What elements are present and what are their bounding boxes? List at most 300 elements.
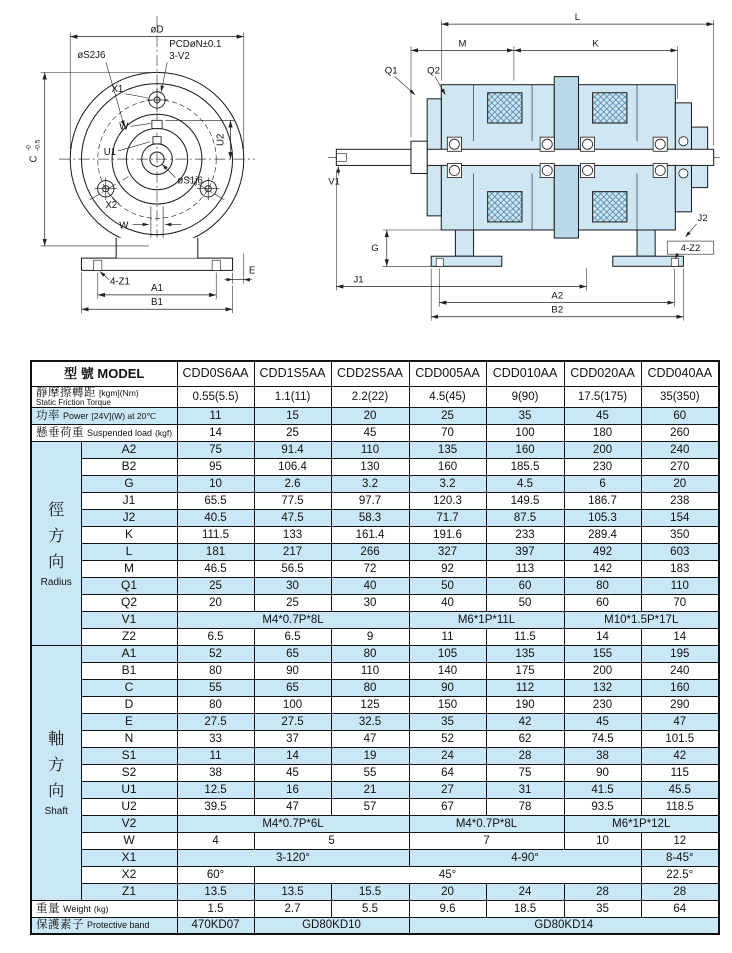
value-cell: 67 (409, 798, 486, 815)
value-cell: 30 (331, 594, 409, 611)
spec-row-S1 (31, 747, 719, 764)
dim-label-u2: U2 (215, 133, 227, 146)
value-cell: 190 (486, 696, 564, 713)
value-cell: 14 (177, 424, 254, 441)
spec-row-suspended-load (31, 424, 719, 441)
value-cell: 24 (409, 747, 486, 764)
dim-label-q2: Q2 (427, 65, 440, 77)
spec-row-L (31, 543, 719, 560)
value-cell: 135 (409, 441, 486, 458)
value-cell: 160 (486, 441, 564, 458)
value-cell: 217 (254, 543, 331, 560)
dim-label-cell-G: G (81, 475, 177, 492)
value-cell: 97.7 (331, 492, 409, 509)
value-cell: 9(90) (486, 386, 564, 407)
dim-label-cell-Z1: Z1 (81, 883, 177, 900)
value-cell: 35(350) (641, 386, 719, 407)
dim-label-cell-X2: X2 (81, 866, 177, 883)
value-cell: 50 (409, 577, 486, 594)
value-cell: 39.5 (177, 798, 254, 815)
value-cell: 603 (641, 543, 719, 560)
value-cell: 113 (486, 560, 564, 577)
value-cell: 260 (641, 424, 719, 441)
dim-label-cell-C: C (81, 679, 177, 696)
value-cell: 52 (177, 645, 254, 662)
value-cell: 62 (486, 730, 564, 747)
value-cell: 30 (254, 577, 331, 594)
value-cell: 142 (564, 560, 641, 577)
dim-label-cell-L: L (81, 543, 177, 560)
value-cell: 7 (409, 832, 564, 849)
spec-row-Q2 (31, 594, 719, 611)
dim-label-x1: X1 (111, 83, 124, 95)
value-cell: 397 (486, 543, 564, 560)
value-cell: 38 (564, 747, 641, 764)
value-cell: 65 (254, 645, 331, 662)
value-cell: 240 (641, 662, 719, 679)
value-cell: 42 (486, 713, 564, 730)
value-cell: 71.7 (409, 509, 486, 526)
value-cell: 130 (331, 458, 409, 475)
spec-row-E (31, 713, 719, 730)
spec-row-A2 (31, 441, 719, 458)
model-column-header: CDD2S5AA (331, 361, 409, 386)
dim-label-pcd: PCDøN±0.1 (169, 38, 222, 50)
dim-label-cell-Z2: Z2 (81, 628, 177, 645)
value-cell: 14 (564, 628, 641, 645)
value-cell: 75 (177, 441, 254, 458)
value-cell: 35 (486, 407, 564, 424)
value-cell: 60 (486, 577, 564, 594)
value-cell: 492 (564, 543, 641, 560)
value-cell: 180 (564, 424, 641, 441)
value-cell: 110 (641, 577, 719, 594)
value-cell: 0.55(5.5) (177, 386, 254, 407)
value-cell: 47 (254, 798, 331, 815)
value-cell: 45.5 (641, 781, 719, 798)
technical-drawings (0, 4, 732, 356)
value-cell: 125 (331, 696, 409, 713)
model-column-header: CDD010AA (486, 361, 564, 386)
value-cell: 28 (641, 883, 719, 900)
dim-label-a1: A1 (151, 282, 163, 294)
value-cell: 45 (564, 407, 641, 424)
spec-row-X1 (31, 849, 719, 866)
value-cell: 6.5 (177, 628, 254, 645)
value-cell: 115 (641, 764, 719, 781)
value-cell: 133 (254, 526, 331, 543)
value-cell: 100 (486, 424, 564, 441)
model-column-header: CDD040AA (641, 361, 719, 386)
spec-row-G (31, 475, 719, 492)
value-cell: 25 (409, 407, 486, 424)
value-cell: 22.5° (641, 866, 719, 883)
value-cell: 350 (641, 526, 719, 543)
value-cell: 4.5(45) (409, 386, 486, 407)
value-cell: 111.5 (177, 526, 254, 543)
value-cell: 15.5 (331, 883, 409, 900)
value-cell: 289.4 (564, 526, 641, 543)
value-cell: 27.5 (254, 713, 331, 730)
value-cell: 33 (177, 730, 254, 747)
value-cell: 185.5 (486, 458, 564, 475)
value-cell: 19 (331, 747, 409, 764)
value-cell: 45 (254, 764, 331, 781)
spec-row-C (31, 679, 719, 696)
value-cell: M4*0.7P*8L (177, 611, 409, 628)
dim-label-cell-J1: J1 (81, 492, 177, 509)
dim-label-cell-K: K (81, 526, 177, 543)
value-cell: 28 (486, 747, 564, 764)
spec-row-D (31, 696, 719, 713)
value-cell: 238 (641, 492, 719, 509)
spec-row-A1 (31, 645, 719, 662)
spec-row-V2 (31, 815, 719, 832)
value-cell: 200 (564, 441, 641, 458)
dim-label-q1: Q1 (384, 65, 398, 77)
value-cell: 21 (331, 781, 409, 798)
value-cell: 32.5 (331, 713, 409, 730)
value-cell: 175 (486, 662, 564, 679)
row-label-suspended-load: 懸垂荷重 Suspended load (kgf) (31, 424, 177, 441)
value-cell: 1.5 (177, 900, 254, 917)
value-cell: 80 (177, 662, 254, 679)
value-cell: 100 (254, 696, 331, 713)
value-cell: 1.1(11) (254, 386, 331, 407)
spec-row-Z1 (31, 883, 719, 900)
value-cell: 15 (254, 407, 331, 424)
value-cell: 25 (254, 594, 331, 611)
value-cell: 4 (177, 832, 254, 849)
value-cell: 37 (254, 730, 331, 747)
spec-row-Z2 (31, 628, 719, 645)
value-cell: 70 (409, 424, 486, 441)
value-cell: 31 (486, 781, 564, 798)
dim-label-b1: B1 (151, 297, 163, 309)
value-cell: 101.5 (641, 730, 719, 747)
value-cell: 58.3 (331, 509, 409, 526)
value-cell: 87.5 (486, 509, 564, 526)
value-cell: 230 (564, 458, 641, 475)
value-cell: 200 (564, 662, 641, 679)
value-cell: 27 (409, 781, 486, 798)
value-cell: 28 (564, 883, 641, 900)
value-cell: 74.5 (564, 730, 641, 747)
value-cell: 230 (564, 696, 641, 713)
dim-label-a2: A2 (551, 290, 564, 302)
dim-label-w-top: W (119, 121, 129, 133)
value-cell: 10 (564, 832, 641, 849)
spec-row-weight (31, 900, 719, 917)
value-cell: 47 (641, 713, 719, 730)
value-cell: 270 (641, 458, 719, 475)
dim-label-cell-M: M (81, 560, 177, 577)
dim-label-l: L (574, 12, 581, 24)
row-label-power: 功率 Power [24V](W) at 20℃ (31, 407, 177, 424)
value-cell: 78 (486, 798, 564, 815)
value-cell: 25 (177, 577, 254, 594)
value-cell: 2.6 (254, 475, 331, 492)
value-cell: 20 (177, 594, 254, 611)
value-cell: 41.5 (564, 781, 641, 798)
group-label-shaft: 軸 方 向 Shaft (31, 645, 81, 900)
dim-label-e: E (248, 265, 256, 277)
dim-label-cell-N: N (81, 730, 177, 747)
value-cell: 60 (564, 594, 641, 611)
dim-label-j1: J1 (353, 274, 364, 286)
value-cell: 5.5 (331, 900, 409, 917)
dim-label-z2-slots: 4-Z2 (680, 243, 701, 255)
value-cell: 13.5 (177, 883, 254, 900)
value-cell: 45 (331, 424, 409, 441)
dim-label-c: C (28, 155, 40, 163)
value-cell: 35 (564, 900, 641, 917)
value-cell: 11 (177, 407, 254, 424)
value-cell: 80 (331, 679, 409, 696)
spec-row-static-friction-torque (31, 386, 719, 407)
value-cell: 186.7 (564, 492, 641, 509)
value-cell: 3.2 (409, 475, 486, 492)
model-column-header: CDD005AA (409, 361, 486, 386)
value-cell: 25 (254, 424, 331, 441)
value-cell: 40.5 (177, 509, 254, 526)
spec-table (30, 360, 720, 935)
dim-label-cell-S1: S1 (81, 747, 177, 764)
dim-label-od: øD (150, 24, 164, 36)
spec-row-S2 (31, 764, 719, 781)
spec-row-protective-band (31, 917, 719, 934)
dim-label-cell-Q1: Q1 (81, 577, 177, 594)
value-cell: 120.3 (409, 492, 486, 509)
dim-label-cell-V1: V1 (81, 611, 177, 628)
value-cell: 181 (177, 543, 254, 560)
dim-label-b2: B2 (551, 304, 564, 316)
value-cell: 90 (564, 764, 641, 781)
dim-label-x2: X2 (105, 200, 118, 212)
spec-row-K (31, 526, 719, 543)
value-cell: 14 (254, 747, 331, 764)
value-cell: 57 (331, 798, 409, 815)
value-cell: 140 (409, 662, 486, 679)
value-cell: 183 (641, 560, 719, 577)
value-cell: 14 (641, 628, 719, 645)
model-column-header: CDD020AA (564, 361, 641, 386)
dim-label-s2: øS2J6 (77, 50, 106, 62)
spec-row-U1 (31, 781, 719, 798)
value-cell: 3-120° (177, 849, 409, 866)
side-section-drawing (322, 6, 726, 344)
mounting-foot (81, 238, 232, 271)
value-cell: 17.5(175) (564, 386, 641, 407)
spec-row-J1 (31, 492, 719, 509)
value-cell: 56.5 (254, 560, 331, 577)
value-cell: 35 (409, 713, 486, 730)
spec-row-V1 (31, 611, 719, 628)
value-cell: 4.5 (486, 475, 564, 492)
value-cell: 5 (254, 832, 409, 849)
dim-label-cell-A1: A1 (81, 645, 177, 662)
value-cell: 47 (331, 730, 409, 747)
model-header-row (31, 361, 719, 386)
dim-label-cell-B2: B2 (81, 458, 177, 475)
value-cell: 12.5 (177, 781, 254, 798)
value-cell: 38 (177, 764, 254, 781)
spec-row-N (31, 730, 719, 747)
spec-row-U2 (31, 798, 719, 815)
value-cell: 9 (331, 628, 409, 645)
value-cell: 2.2(22) (331, 386, 409, 407)
value-cell: 154 (641, 509, 719, 526)
value-cell: 55 (331, 764, 409, 781)
group-label-radius: 徑 方 向 Radius (31, 441, 81, 645)
dim-label-v1: V1 (328, 176, 340, 188)
value-cell: 3.2 (331, 475, 409, 492)
value-cell: 149.5 (486, 492, 564, 509)
value-cell: 92 (409, 560, 486, 577)
spec-row-W (31, 832, 719, 849)
value-cell: 91.4 (254, 441, 331, 458)
model-column-header: CDD0S6AA (177, 361, 254, 386)
dim-label-c-tol-top: -0 (25, 145, 33, 151)
dim-label-u1: U1 (103, 147, 117, 159)
value-cell: 45° (254, 866, 641, 883)
dim-label-cell-X1: X1 (81, 849, 177, 866)
value-cell: GD80KD10 (254, 917, 409, 934)
dim-label-cell-D: D (81, 696, 177, 713)
dim-label-k: K (592, 38, 599, 50)
model-header-label: 型 號 MODEL (31, 361, 177, 386)
value-cell: 290 (641, 696, 719, 713)
value-cell: 20 (409, 883, 486, 900)
value-cell: 65.5 (177, 492, 254, 509)
value-cell: 65 (254, 679, 331, 696)
value-cell: 266 (331, 543, 409, 560)
value-cell: GD80KD14 (409, 917, 719, 934)
value-cell: 47.5 (254, 509, 331, 526)
value-cell: 233 (486, 526, 564, 543)
value-cell: 110 (331, 662, 409, 679)
value-cell: 160 (641, 679, 719, 696)
value-cell: 470KD07 (177, 917, 254, 934)
spec-row-M (31, 560, 719, 577)
value-cell: 40 (331, 577, 409, 594)
dim-label-c-tol-bottom: -0.5 (34, 139, 42, 151)
value-cell: M6*1P*11L (409, 611, 564, 628)
value-cell: 20 (641, 475, 719, 492)
value-cell: 72 (331, 560, 409, 577)
value-cell: 52 (409, 730, 486, 747)
dim-label-cell-Q2: Q2 (81, 594, 177, 611)
dim-label-g: G (371, 243, 379, 255)
value-cell: 77.5 (254, 492, 331, 509)
spec-row-X2 (31, 866, 719, 883)
value-cell: 160 (409, 458, 486, 475)
value-cell: 105 (409, 645, 486, 662)
dim-label-cell-B1: B1 (81, 662, 177, 679)
row-label-weight: 重量 Weight (kg) (31, 900, 177, 917)
value-cell: 132 (564, 679, 641, 696)
value-cell: 150 (409, 696, 486, 713)
value-cell: 10 (177, 475, 254, 492)
value-cell: 110 (331, 441, 409, 458)
spec-row-B1 (31, 662, 719, 679)
value-cell: 60° (177, 866, 254, 883)
row-label-protective-band: 保護素子 Protective band (31, 917, 177, 934)
dim-label-s1: øS1j6 (177, 175, 203, 187)
row-label-static-friction-torque: 靜摩擦轉距 [kgm](Nm) Static Friction Torque (31, 386, 177, 407)
value-cell: 90 (254, 662, 331, 679)
value-cell: 93.5 (564, 798, 641, 815)
value-cell: M4*0.7P*6L (177, 815, 409, 832)
dim-label-cell-W: W (81, 832, 177, 849)
value-cell: 46.5 (177, 560, 254, 577)
dim-label-m: M (458, 38, 467, 50)
dim-label-cell-S2: S2 (81, 764, 177, 781)
dim-label-z1-slots: 4-Z1 (110, 276, 130, 288)
value-cell: 16 (254, 781, 331, 798)
value-cell: 2.7 (254, 900, 331, 917)
dim-label-cell-U1: U1 (81, 781, 177, 798)
value-cell: 4-90° (409, 849, 641, 866)
model-column-header: CDD1S5AA (254, 361, 331, 386)
value-cell: M10*1.5P*17L (564, 611, 719, 628)
spec-table-body (31, 386, 719, 934)
spec-row-Q1 (31, 577, 719, 594)
dim-label-cell-V2: V2 (81, 815, 177, 832)
value-cell: 155 (564, 645, 641, 662)
value-cell: M6*1P*12L (564, 815, 719, 832)
value-cell: 191.6 (409, 526, 486, 543)
value-cell: 195 (641, 645, 719, 662)
dim-label-cell-J2: J2 (81, 509, 177, 526)
value-cell: 11.5 (486, 628, 564, 645)
dim-label-w-bottom: W (119, 220, 129, 232)
value-cell: 12 (641, 832, 719, 849)
value-cell: 95 (177, 458, 254, 475)
value-cell: 50 (486, 594, 564, 611)
value-cell: 90 (409, 679, 486, 696)
value-cell: 106.4 (254, 458, 331, 475)
value-cell: 40 (409, 594, 486, 611)
value-cell: 64 (409, 764, 486, 781)
dim-label-cell-A2: A2 (81, 441, 177, 458)
value-cell: 45 (564, 713, 641, 730)
value-cell: 6 (564, 475, 641, 492)
value-cell: 6.5 (254, 628, 331, 645)
value-cell: 27.5 (177, 713, 254, 730)
value-cell: 18.5 (486, 900, 564, 917)
value-cell: 135 (486, 645, 564, 662)
dim-label-cell-U2: U2 (81, 798, 177, 815)
value-cell: 161.4 (331, 526, 409, 543)
value-cell: M4*0.7P*8L (409, 815, 564, 832)
value-cell: 20 (331, 407, 409, 424)
value-cell: 60 (641, 407, 719, 424)
front-view-drawing (14, 6, 300, 348)
value-cell: 75 (486, 764, 564, 781)
value-cell: 80 (177, 696, 254, 713)
value-cell: 11 (409, 628, 486, 645)
value-cell: 327 (409, 543, 486, 560)
value-cell: 11 (177, 747, 254, 764)
value-cell: 64 (641, 900, 719, 917)
value-cell: 42 (641, 747, 719, 764)
value-cell: 80 (331, 645, 409, 662)
value-cell: 55 (177, 679, 254, 696)
dim-label-cell-E: E (81, 713, 177, 730)
value-cell: 9.6 (409, 900, 486, 917)
value-cell: 8-45° (641, 849, 719, 866)
